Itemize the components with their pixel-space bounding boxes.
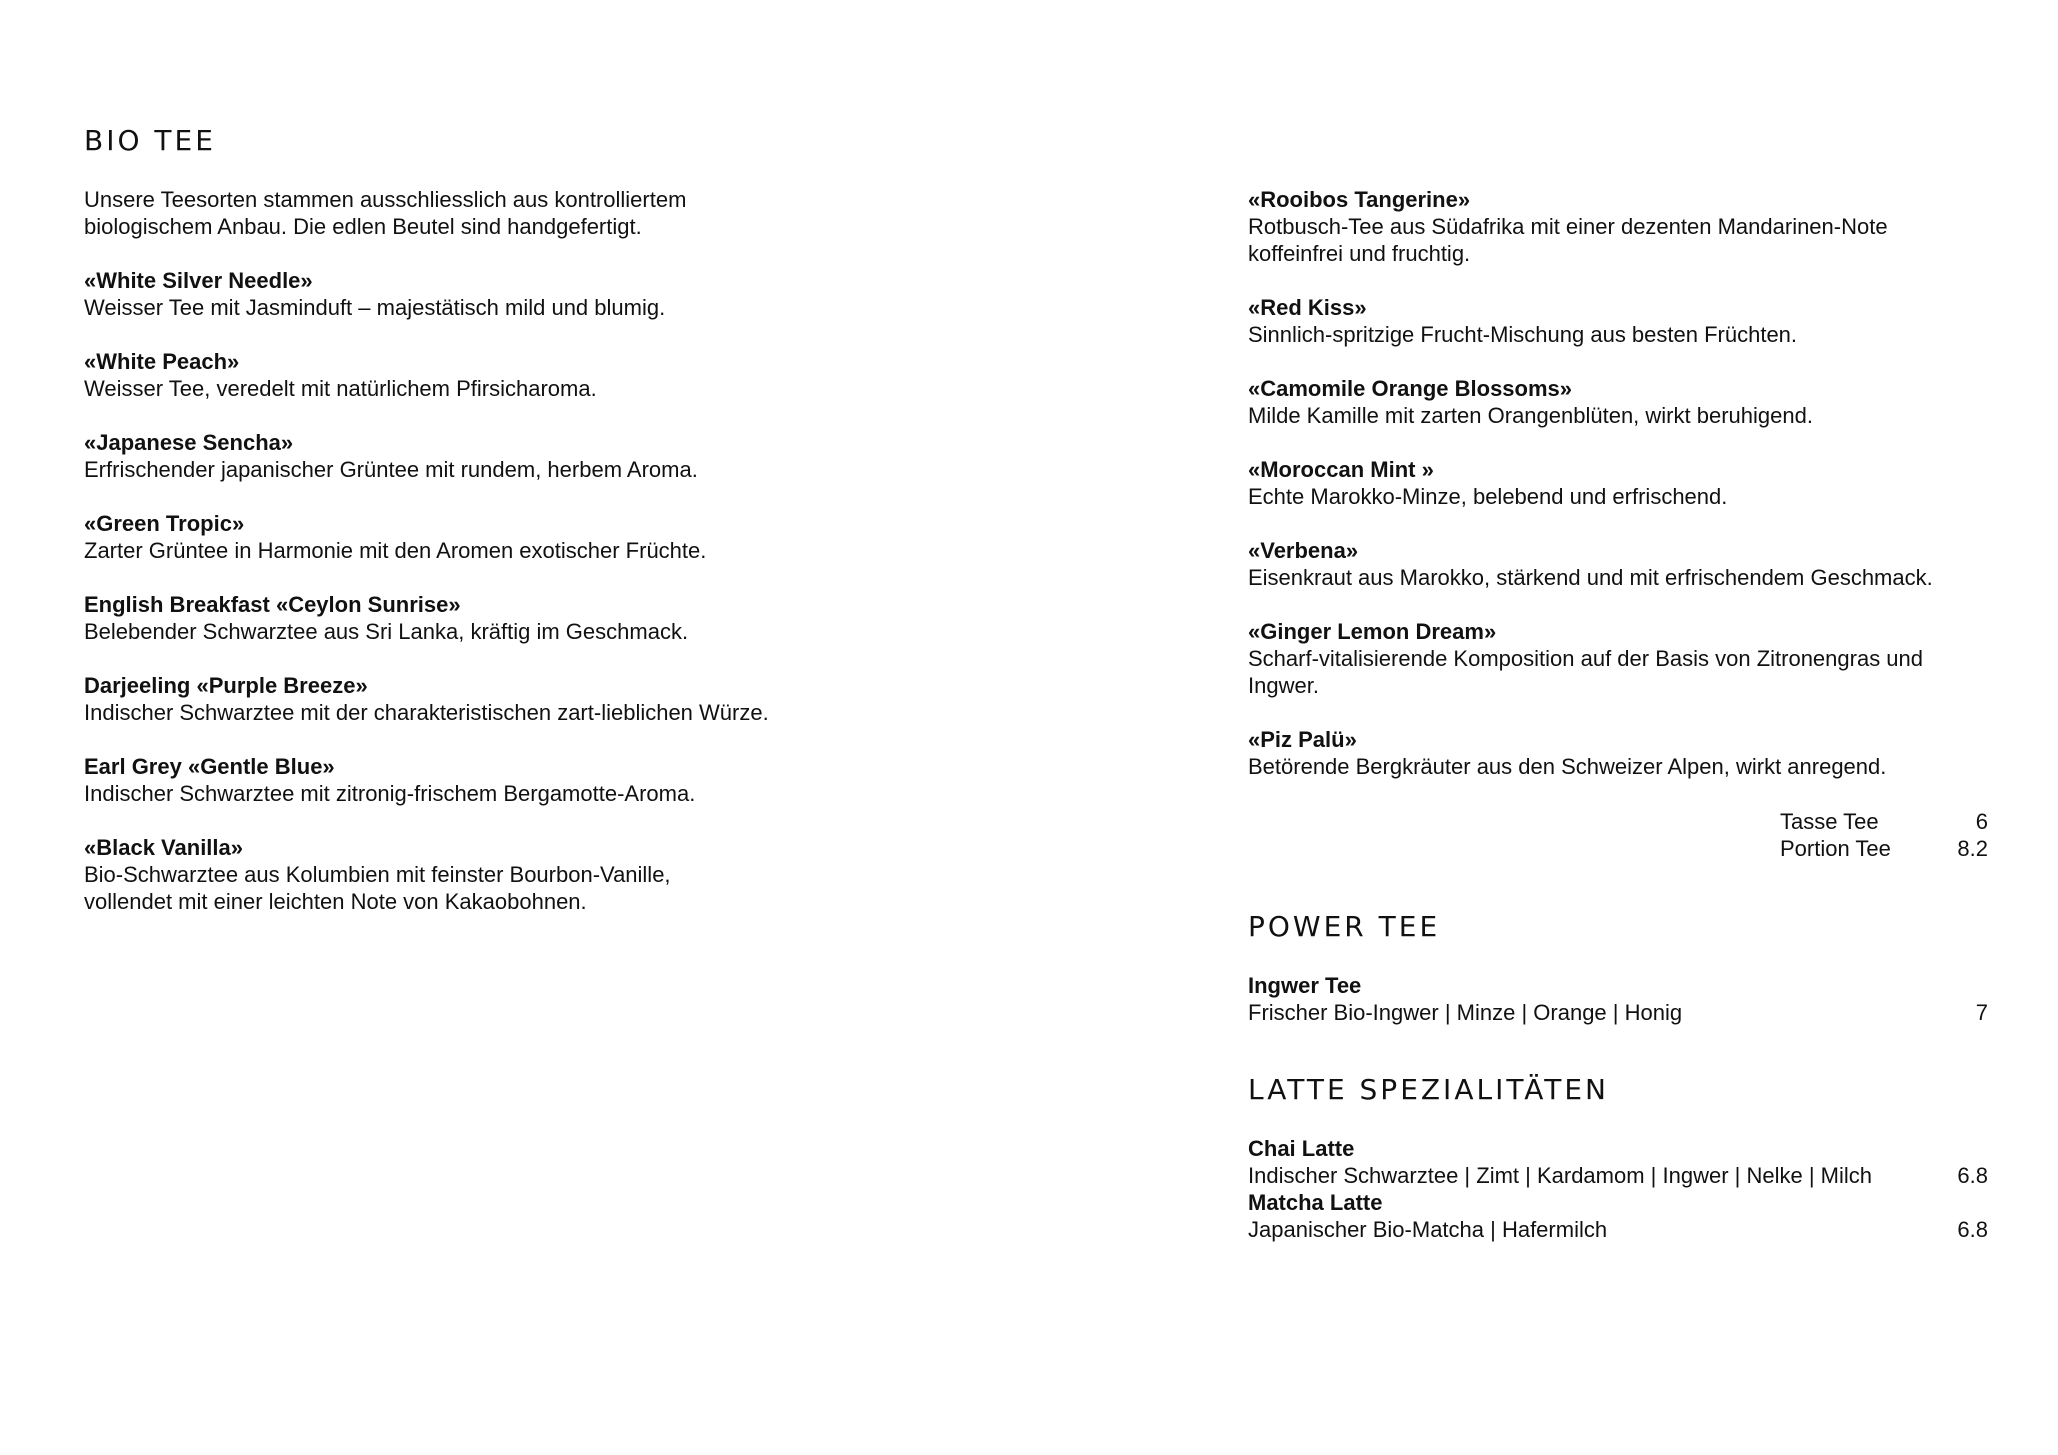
menu-item-description: Japanischer Bio-Matcha | Hafermilch — [1248, 1217, 1608, 1242]
menu-item-name: Ingwer Tee — [1248, 973, 1362, 998]
menu-item-description: Weisser Tee mit Jasminduft – majestätisch mild und blumig. — [84, 295, 666, 320]
menu-item-description: Belebender Schwarztee aus Sri Lanka, kräftig im Geschmack. — [84, 619, 689, 644]
menu-item-name: «Ginger Lemon Dream» — [1248, 619, 1497, 644]
latte-section — [1248, 1135, 1988, 1243]
menu-item-name: «Rooibos Tangerine» — [1248, 187, 1471, 212]
menu-item-name: «Camomile Orange Blossoms» — [1248, 376, 1573, 401]
menu-item — [84, 510, 944, 564]
menu-item-description: Frischer Bio-Ingwer | Minze | Orange | Honig — [1248, 1000, 1683, 1025]
menu-item-description: Sinnlich-spritzige Frucht-Mischung aus besten Früchten. — [1248, 322, 1798, 347]
menu-item-description: Zarter Grüntee in Harmonie mit den Aromen exotischer Früchte. — [84, 538, 707, 563]
menu-item — [84, 834, 944, 915]
bio-tee-intro: Unsere Teesorten stammen ausschliesslich aus kontrolliertem biologischem Anbau. Die edlen Beutel sind handgefertigt. — [84, 187, 687, 239]
menu-item-name: «Piz Palü» — [1248, 727, 1357, 752]
menu-item-description: Rotbusch-Tee aus Südafrika mit einer dezenten Mandarinen-Note koffeinfrei und fruchtig. — [1248, 214, 1888, 266]
menu-item-description: Echte Marokko-Minze, belebend und erfrischend. — [1248, 484, 1728, 509]
menu-item-name: Chai Latte — [1248, 1136, 1355, 1161]
price-row — [1780, 808, 1988, 835]
menu-item-description: Erfrischender japanischer Grüntee mit rundem, herbem Aroma. — [84, 457, 698, 482]
menu-item — [84, 672, 944, 726]
menu-item-name: Matcha Latte — [1248, 1190, 1383, 1215]
bio-tee-price-list — [1780, 808, 1988, 862]
menu-item-description: Indischer Schwarztee mit der charakteristischen zart-lieblichen Würze. — [84, 700, 769, 725]
menu-item-price: 6.8 — [1957, 1217, 1988, 1242]
menu-item — [84, 429, 944, 483]
menu-item-name: «Red Kiss» — [1248, 295, 1367, 320]
menu-item — [1248, 294, 1988, 348]
menu-item-name: «Black Vanilla» — [84, 835, 243, 860]
price-value: 8.2 — [1957, 836, 1988, 861]
price-label: Tasse Tee — [1780, 809, 1879, 834]
menu-item — [84, 267, 944, 321]
price-label: Portion Tee — [1780, 836, 1891, 861]
menu-item — [1248, 1189, 1988, 1243]
menu-item — [84, 753, 944, 807]
menu-item-name: «White Silver Needle» — [84, 268, 313, 293]
menu-item — [1248, 1135, 1988, 1189]
power-tee-section — [1248, 972, 1988, 1026]
bio-tee-left-column — [84, 186, 944, 942]
menu-item — [1248, 618, 1988, 699]
menu-item-description: Weisser Tee, veredelt mit natürlichem Pfirsicharoma. — [84, 376, 597, 401]
menu-item-description: Milde Kamille mit zarten Orangenblüten, wirkt beruhigend. — [1248, 403, 1813, 428]
menu-item — [1248, 186, 1988, 267]
menu-item-price: 6.8 — [1957, 1163, 1988, 1188]
menu-item-name: English Breakfast «Ceylon Sunrise» — [84, 592, 461, 617]
menu-item-name: Earl Grey «Gentle Blue» — [84, 754, 335, 779]
menu-item — [1248, 537, 1988, 591]
menu-item-name: «White Peach» — [84, 349, 240, 374]
menu-item-description: Scharf-vitalisierende Komposition auf der Basis von Zitronengras und Ingwer. — [1248, 646, 1924, 698]
power-tee-heading: POWER TEE — [1248, 910, 1441, 943]
menu-item-description: Indischer Schwarztee | Zimt | Kardamom | Ingwer | Nelke | Milch — [1248, 1163, 1872, 1188]
menu-item-price: 7 — [1975, 1000, 1988, 1025]
menu-item-name: «Moroccan Mint » — [1248, 457, 1434, 482]
bio-tee-right-column — [1248, 186, 1988, 807]
bio-tee-heading: BIO TEE — [84, 124, 216, 157]
menu-item — [1248, 375, 1988, 429]
menu-item-name: «Verbena» — [1248, 538, 1359, 563]
menu-item-description: Betörende Bergkräuter aus den Schweizer Alpen, wirkt anregend. — [1248, 754, 1887, 779]
menu-item-description: Eisenkraut aus Marokko, stärkend und mit erfrischendem Geschmack. — [1248, 565, 1933, 590]
menu-item — [1248, 726, 1988, 780]
menu-item — [84, 591, 944, 645]
menu-item — [1248, 456, 1988, 510]
menu-item-name: «Japanese Sencha» — [84, 430, 294, 455]
price-value: 6 — [1975, 809, 1988, 834]
menu-item-description: Indischer Schwarztee mit zitronig-frischem Bergamotte-Aroma. — [84, 781, 696, 806]
menu-item-name: Darjeeling «Purple Breeze» — [84, 673, 368, 698]
menu-item-name: «Green Tropic» — [84, 511, 245, 536]
menu-item — [1248, 972, 1988, 1026]
menu-item-description: Bio-Schwarztee aus Kolumbien mit feinster Bourbon-Vanille, vollendet mit einer leichten Note von Kakaobohnen. — [84, 862, 671, 914]
price-row — [1780, 835, 1988, 862]
menu-item — [84, 348, 944, 402]
latte-heading: LATTE SPEZIALITÄTEN — [1248, 1073, 1609, 1106]
